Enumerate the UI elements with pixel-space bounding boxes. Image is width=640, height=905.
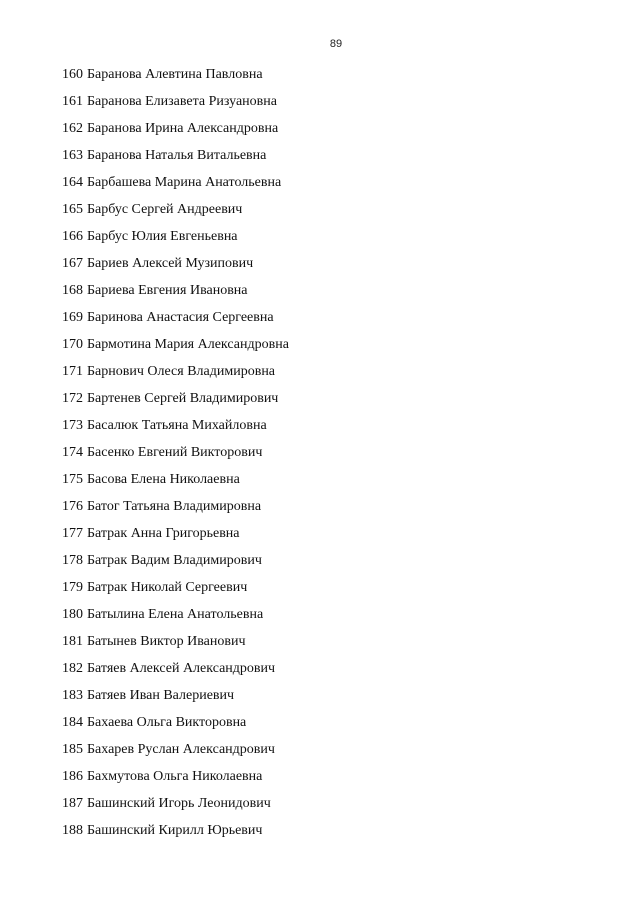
entry-full-name: Бариев Алексей Музипович [87, 256, 254, 271]
entry-number: 171 [62, 364, 83, 379]
entry-full-name: Батрак Анна Григорьевна [87, 526, 240, 541]
entry-number: 188 [62, 823, 83, 838]
entry-full-name: Барнович Олеся Владимировна [87, 364, 276, 379]
entry-full-name: Басенко Евгений Викторович [87, 445, 263, 460]
entry-full-name: Бартенев Сергей Владимирович [87, 391, 279, 406]
list-item [62, 388, 289, 415]
entry-number: 168 [62, 283, 83, 298]
entry-number: 167 [62, 256, 83, 271]
entry-full-name: Басова Елена Николаевна [87, 472, 240, 487]
entry-full-name: Башинский Кирилл Юрьевич [87, 823, 263, 838]
entry-number: 173 [62, 418, 83, 433]
entry-full-name: Бахаева Ольга Викторовна [87, 715, 247, 730]
entry-number: 166 [62, 229, 83, 244]
entry-full-name: Барбашева Марина Анатольевна [87, 175, 282, 190]
entry-full-name: Батог Татьяна Владимировна [87, 499, 262, 514]
list-item [62, 415, 289, 442]
entry-number: 164 [62, 175, 83, 190]
entry-number: 163 [62, 148, 83, 163]
list-item [62, 118, 289, 145]
entry-number: 186 [62, 769, 83, 784]
list-item [62, 631, 289, 658]
entry-number: 185 [62, 742, 83, 757]
entry-number: 169 [62, 310, 83, 325]
entry-full-name: Барбус Юлия Евгеньевна [87, 229, 238, 244]
list-item [62, 280, 289, 307]
entry-number: 172 [62, 391, 83, 406]
list-item [62, 172, 289, 199]
entry-full-name: Батылина Елена Анатольевна [87, 607, 264, 622]
entry-number: 179 [62, 580, 83, 595]
entry-full-name: Барбус Сергей Андреевич [87, 202, 243, 217]
entry-full-name: Батрак Вадим Владимирович [87, 553, 262, 568]
entry-number: 181 [62, 634, 83, 649]
entry-full-name: Баранова Алевтина Павловна [87, 67, 263, 82]
entry-full-name: Баранова Ирина Александровна [87, 121, 279, 136]
entry-number: 162 [62, 121, 83, 136]
entry-full-name: Баранова Наталья Витальевна [87, 148, 267, 163]
list-item [62, 442, 289, 469]
list-item [62, 793, 289, 820]
entry-full-name: Бахмутова Ольга Николаевна [87, 769, 263, 784]
list-item [62, 685, 289, 712]
list-item [62, 226, 289, 253]
entry-full-name: Батынев Виктор Иванович [87, 634, 246, 649]
list-item [62, 307, 289, 334]
entry-number: 160 [62, 67, 83, 82]
list-item [62, 712, 289, 739]
entry-number: 170 [62, 337, 83, 352]
entry-full-name: Батрак Николай Сергеевич [87, 580, 248, 595]
list-item [62, 577, 289, 604]
list-item [62, 469, 289, 496]
list-item [62, 199, 289, 226]
list-item [62, 523, 289, 550]
entry-number: 161 [62, 94, 83, 109]
list-item [62, 820, 289, 847]
entry-number: 180 [62, 607, 83, 622]
list-item [62, 739, 289, 766]
list-item [62, 658, 289, 685]
list-item [62, 361, 289, 388]
entry-full-name: Бариева Евгения Ивановна [87, 283, 248, 298]
entry-number: 178 [62, 553, 83, 568]
list-item [62, 334, 289, 361]
entry-number: 176 [62, 499, 83, 514]
entry-full-name: Басалюк Татьяна Михайловна [87, 418, 267, 433]
page-number: 89 [329, 38, 343, 50]
entry-number: 182 [62, 661, 83, 676]
list-item [62, 766, 289, 793]
entry-number: 175 [62, 472, 83, 487]
list-item [62, 91, 289, 118]
entry-number: 174 [62, 445, 83, 460]
list-item [62, 64, 289, 91]
entry-full-name: Бахарев Руслан Александрович [87, 742, 275, 757]
list-item [62, 253, 289, 280]
list-item [62, 145, 289, 172]
entry-number: 187 [62, 796, 83, 811]
entry-full-name: Башинский Игорь Леонидович [87, 796, 271, 811]
entry-number: 165 [62, 202, 83, 217]
entry-full-name: Батяев Иван Валериевич [87, 688, 235, 703]
entry-full-name: Бармотина Мария Александровна [87, 337, 289, 352]
name-list [62, 64, 289, 847]
entry-full-name: Батяев Алексей Александрович [87, 661, 276, 676]
list-item [62, 550, 289, 577]
list-item [62, 604, 289, 631]
entry-full-name: Баранова Елизавета Ризуановна [87, 94, 277, 109]
entry-full-name: Баринова Анастасия Сергеевна [87, 310, 274, 325]
entry-number: 177 [62, 526, 83, 541]
entry-number: 184 [62, 715, 83, 730]
entry-number: 183 [62, 688, 83, 703]
list-item [62, 496, 289, 523]
